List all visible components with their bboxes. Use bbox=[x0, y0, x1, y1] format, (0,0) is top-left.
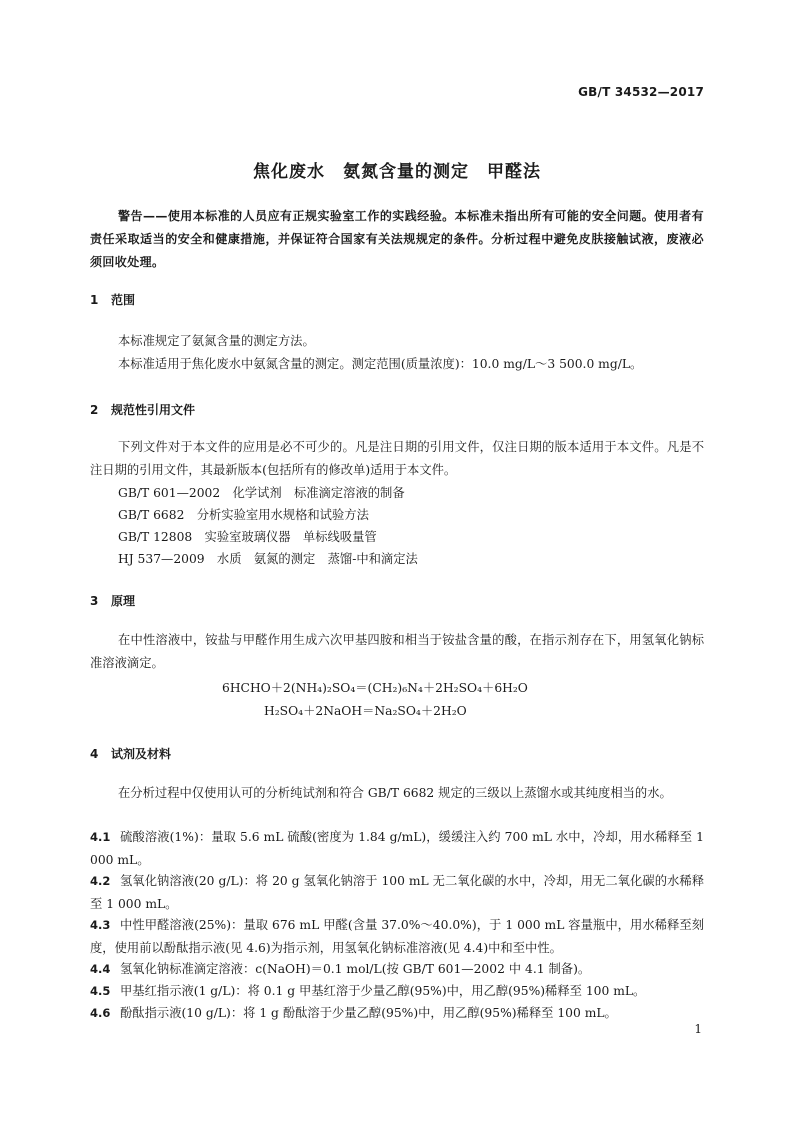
chemical-equation-2: H₂SO₄＋2NaOH＝Na₂SO₄＋2H₂O bbox=[264, 704, 467, 718]
item-text: 氢氧化钠溶液(20 g/L)：将 20 g 氢氧化钠溶于 100 mL 无二氧化碳的水中，冷却，用无二氧化碳的水稀释至 1 000 mL。 bbox=[90, 874, 704, 911]
section-number: 3 bbox=[90, 594, 99, 608]
section-title: 试剂及材料 bbox=[111, 747, 172, 761]
section-1-paragraph-1: 本标准规定了氨氮含量的测定方法。 bbox=[118, 334, 315, 348]
section-number: 1 bbox=[90, 293, 99, 307]
page-number: 1 bbox=[694, 1022, 702, 1036]
item-text: 甲基红指示液(1 g/L)：将 0.1 g 甲基红溶于少量乙醇(95%)中，用乙醇(95%)稀释至 100 mL。 bbox=[120, 984, 646, 998]
reference-item: HJ 537—2009 水质 氨氮的测定 蒸馏-中和滴定法 bbox=[118, 552, 418, 566]
section-title: 规范性引用文件 bbox=[111, 403, 196, 417]
chemical-equation-1: 6HCHO＋2(NH₄)₂SO₄＝(CH₂)₆N₄＋2H₂SO₄＋6H₂O bbox=[222, 681, 528, 695]
section-1-heading bbox=[90, 291, 135, 308]
reference-item: GB/T 6682 分析实验室用水规格和试验方法 bbox=[118, 508, 369, 522]
section-title: 范围 bbox=[111, 293, 136, 307]
section-4-heading bbox=[90, 745, 171, 762]
section-number: 4 bbox=[90, 747, 99, 761]
reagent-item bbox=[90, 914, 704, 960]
reagent-item bbox=[90, 870, 704, 916]
item-number: 4.1 bbox=[90, 830, 111, 844]
section-2-heading bbox=[90, 401, 195, 418]
reagent-item bbox=[90, 1002, 704, 1025]
item-text: 酚酞指示液(10 g/L)：将 1 g 酚酞溶于少量乙醇(95%)中，用乙醇(95%)稀释至 100 mL。 bbox=[120, 1006, 617, 1020]
reference-item: GB/T 601—2002 化学试剂 标准滴定溶液的制备 bbox=[118, 486, 405, 500]
section-3-heading bbox=[90, 592, 135, 609]
document-title: 焦化废水 氨氮含量的测定 甲醛法 bbox=[253, 162, 541, 182]
item-text: 中性甲醛溶液(25%)：量取 676 mL 甲醛(含量 37.0%～40.0%)，于 1 000 mL 容量瓶中，用水稀释至刻度，使用前以酚酞指示液(见 4.6)为指示剂，用氢氧化钠标准溶液(见 4.4)中和至中性。 bbox=[90, 918, 704, 955]
standard-code: GB/T 34532—2017 bbox=[578, 85, 704, 99]
item-number: 4.4 bbox=[90, 962, 111, 976]
section-1-paragraph-2: 本标准适用于焦化废水中氨氮含量的测定。测定范围(质量浓度)：10.0 mg/L～3 500.0 mg/L。 bbox=[118, 357, 643, 371]
section-2-intro: 下列文件对于本文件的应用是必不可少的。凡是注日期的引用文件，仅注日期的版本适用于本文件。凡是不注日期的引用文件，其最新版本(包括所有的修改单)适用于本文件。 bbox=[90, 440, 704, 477]
item-number: 4.6 bbox=[90, 1006, 111, 1020]
section-3-text: 在中性溶液中，铵盐与甲醛作用生成六次甲基四胺和相当于铵盐含量的酸，在指示剂存在下，用氢氧化钠标准溶液滴定。 bbox=[90, 633, 704, 670]
section-4-intro: 在分析过程中仅使用认可的分析纯试剂和符合 GB/T 6682 规定的三级以上蒸馏水或其纯度相当的水。 bbox=[118, 786, 672, 800]
item-text: 硫酸溶液(1%)：量取 5.6 mL 硫酸(密度为 1.84 g/mL)，缓缓注入约 700 mL 水中，冷却，用水稀释至 1 000 mL。 bbox=[90, 830, 704, 867]
section-title: 原理 bbox=[111, 594, 136, 608]
reference-item: GB/T 12808 实验室玻璃仪器 单标线吸量管 bbox=[118, 530, 377, 544]
item-number: 4.2 bbox=[90, 874, 111, 888]
item-number: 4.3 bbox=[90, 918, 111, 932]
reagent-item bbox=[90, 826, 704, 872]
reagent-item bbox=[90, 980, 704, 1003]
warning-paragraph: 警告——使用本标准的人员应有正规实验室工作的实践经验。本标准未指出所有可能的安全问题。使用者有责任采取适当的安全和健康措施，并保证符合国家有关法规规定的条件。分析过程中避免皮肤接触试液，废液必须回收处理。 bbox=[90, 209, 704, 269]
section-number: 2 bbox=[90, 403, 99, 417]
item-number: 4.5 bbox=[90, 984, 111, 998]
reagent-item bbox=[90, 958, 704, 981]
item-text: 氢氧化钠标准滴定溶液：c(NaOH)＝0.1 mol/L(按 GB/T 601—2002 中 4.1 制备)。 bbox=[120, 962, 591, 976]
